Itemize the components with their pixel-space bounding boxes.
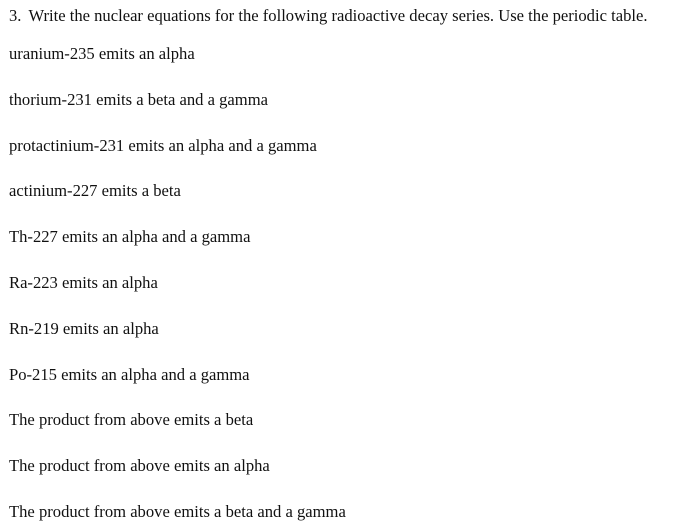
question-prompt: Write the nuclear equations for the following radioactive decay series. Use the periodic table. <box>28 6 648 25</box>
question-heading <box>9 6 648 26</box>
decay-step-10: The product from above emits an alpha <box>9 456 270 475</box>
question-number: 3. <box>9 6 22 25</box>
decay-step-1: uranium-235 emits an alpha <box>9 44 195 63</box>
decay-step-8: Po-215 emits an alpha and a gamma <box>9 365 250 384</box>
decay-step-7: Rn-219 emits an alpha <box>9 319 159 338</box>
decay-step-5: Th-227 emits an alpha and a gamma <box>9 227 251 246</box>
decay-step-2: thorium-231 emits a beta and a gamma <box>9 90 268 109</box>
decay-step-3: protactinium-231 emits an alpha and a gamma <box>9 136 317 155</box>
decay-step-9: The product from above emits a beta <box>9 410 254 429</box>
decay-step-4: actinium-227 emits a beta <box>9 181 181 200</box>
decay-step-11: The product from above emits a beta and a gamma <box>9 502 346 521</box>
decay-step-6: Ra-223 emits an alpha <box>9 273 158 292</box>
